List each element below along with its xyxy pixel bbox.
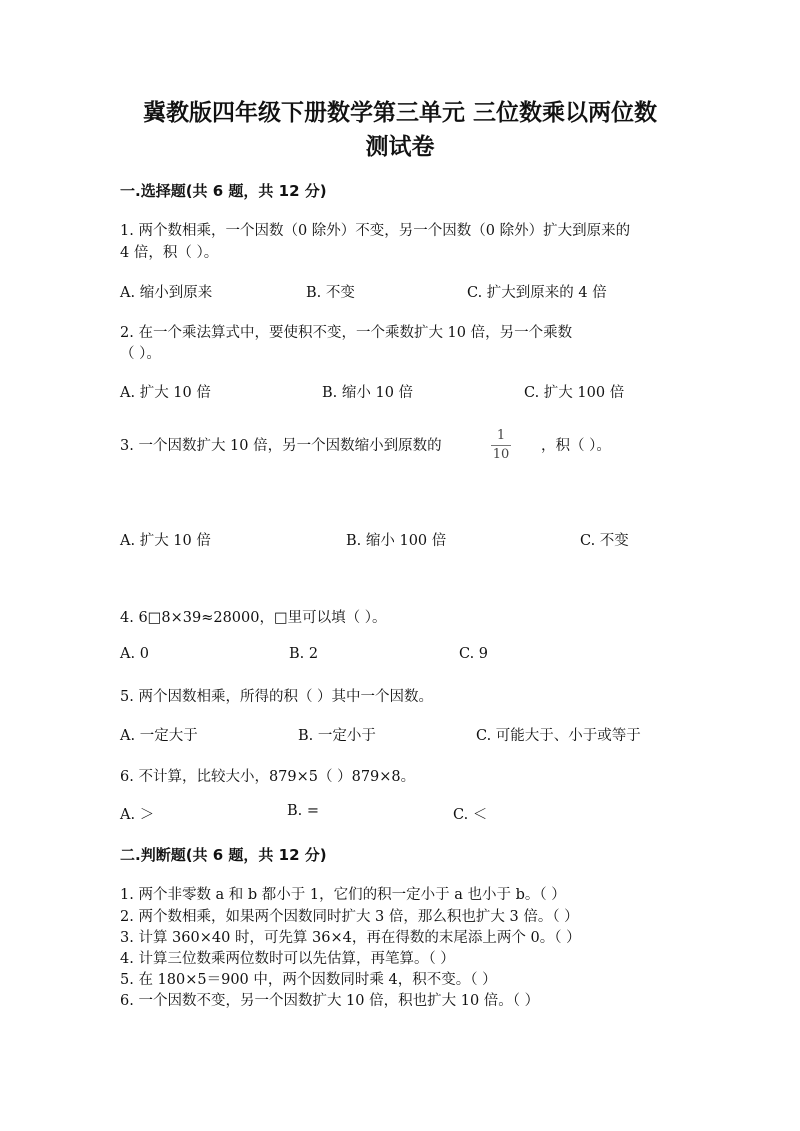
question-1-line-2: 4 倍，积（ ）。 xyxy=(120,245,219,261)
section-heading-judgement: 二.判断题(共 6 题，共 12 分) xyxy=(120,846,327,864)
question-4-text: 4. 6□8×39≈28000，□里可以填（ ）。 xyxy=(120,610,387,626)
question-1-option-a[interactable]: A. 缩小到原来 xyxy=(120,285,213,301)
question-2-line-1: 2. 在一个乘法算式中，要使积不变，一个乘数扩大 10 倍，另一个乘数 xyxy=(120,325,573,341)
question-1-option-b[interactable]: B. 不变 xyxy=(306,285,355,301)
question-6-text: 6. 不计算，比较大小，879×5（ ）879×8。 xyxy=(120,769,416,785)
question-6-option-c[interactable]: C. ＜ xyxy=(453,807,488,823)
question-2-option-b[interactable]: B. 缩小 10 倍 xyxy=(322,385,414,401)
question-2-option-c[interactable]: C. 扩大 100 倍 xyxy=(524,385,625,401)
question-5-option-a[interactable]: A. 一定大于 xyxy=(120,728,198,744)
question-5-option-c[interactable]: C. 可能大于、小于或等于 xyxy=(476,728,641,744)
fraction-bar xyxy=(491,445,511,446)
question-1-option-c[interactable]: C. 扩大到原来的 4 倍 xyxy=(467,285,607,301)
judgement-item-1: 1. 两个非零数 a 和 b 都小于 1，它们的积一定小于 a 也小于 b。（ ） xyxy=(120,887,566,903)
judgement-item-4: 4. 计算三位数乘两位数时可以先估算，再笔算。（ ） xyxy=(120,951,455,967)
judgement-item-5: 5. 在 180×5＝900 中，两个因数同时乘 4，积不变。（ ） xyxy=(120,972,497,988)
fraction-one-tenth xyxy=(489,428,513,463)
question-6-option-a[interactable]: A. ＞ xyxy=(120,807,155,823)
question-3-text-after: ，积（ ）。 xyxy=(541,438,611,454)
question-3-option-c[interactable]: C. 不变 xyxy=(580,533,629,549)
question-4-option-b[interactable]: B. 2 xyxy=(289,646,319,662)
question-3-option-a[interactable]: A. 扩大 10 倍 xyxy=(120,533,211,549)
judgement-item-2: 2. 两个数相乘，如果两个因数同时扩大 3 倍，那么积也扩大 3 倍。（ ） xyxy=(120,909,579,925)
fraction-denominator: 10 xyxy=(492,447,510,462)
question-5-option-b[interactable]: B. 一定小于 xyxy=(298,728,376,744)
question-4-option-c[interactable]: C. 9 xyxy=(459,646,489,662)
question-3-option-b[interactable]: B. 缩小 100 倍 xyxy=(346,533,447,549)
question-4-option-a[interactable]: A. 0 xyxy=(120,646,149,662)
question-6-option-b[interactable]: B. = xyxy=(287,803,320,819)
question-3-text: 3. 一个因数扩大 10 倍，另一个因数缩小到原数的 xyxy=(120,438,442,454)
question-1-line-1: 1. 两个数相乘，一个因数（0 除外）不变，另一个因数（0 除外）扩大到原来的 xyxy=(120,223,631,239)
judgement-item-6: 6. 一个因数不变，另一个因数扩大 10 倍，积也扩大 10 倍。（ ） xyxy=(120,993,540,1009)
question-5-text: 5. 两个因数相乘，所得的积（ ）其中一个因数。 xyxy=(120,689,434,705)
page-title-line-1: 冀教版四年级下册数学第三单元 三位数乘以两位数 xyxy=(142,100,657,126)
question-2-line-2: （ ）。 xyxy=(120,346,161,362)
section-heading-choice: 一.选择题(共 6 题，共 12 分) xyxy=(120,182,327,200)
page-title-line-2: 测试卷 xyxy=(365,134,435,160)
question-2-option-a[interactable]: A. 扩大 10 倍 xyxy=(120,385,211,401)
judgement-item-3: 3. 计算 360×40 时，可先算 36×4，再在得数的末尾添上两个 0。（ ） xyxy=(120,930,581,946)
fraction-numerator: 1 xyxy=(496,428,506,443)
